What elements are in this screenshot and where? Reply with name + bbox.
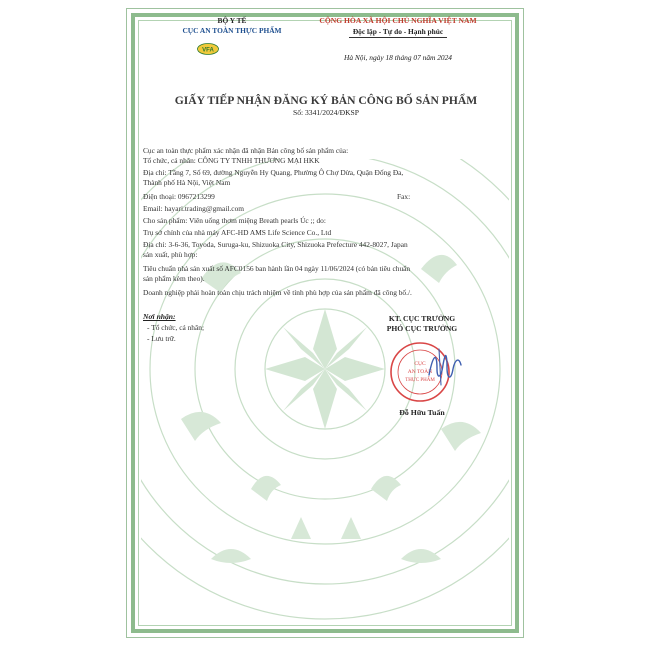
national-motto: Độc lập - Tự do - Hạnh phúc xyxy=(352,27,444,36)
organization-line: Tổ chức, cá nhân: CÔNG TY TNHH THƯƠNG MẠI HKK xyxy=(143,156,320,165)
recipient-item: - Lưu trữ. xyxy=(147,334,176,343)
country-name: CỘNG HÒA XÃ HỘI CHỦ NGHĨA VIỆT NAM xyxy=(319,16,477,25)
manufacturer-hq: Trụ sở chính của nhà máy AFC-HD AMS Life Science Co., Ltd xyxy=(143,228,332,237)
stamp-text-1: CỤC xyxy=(414,361,426,367)
signature-title-1: KT. CỤC TRƯỞNG xyxy=(388,314,456,323)
signature-title-2: PHÓ CỤC TRƯỞNG xyxy=(386,324,458,333)
phone-line: Điện thoại: 0967213299 xyxy=(143,192,215,201)
issue-place-date: Hà Nội, ngày 18 tháng 07 năm 2024 xyxy=(344,53,452,62)
intro-text: Cục an toàn thực phẩm xác nhận đã nhận Bản công bố sản phẩm của: xyxy=(143,146,349,155)
motto-underline xyxy=(349,37,447,38)
email-line: Email: hayari.trading@gmail.com xyxy=(143,204,245,213)
handwritten-signature xyxy=(425,345,465,389)
agency-name: CỤC AN TOÀN THỰC PHẨM xyxy=(182,26,282,35)
manufacturer-address-2: sản xuất, phù hợp: xyxy=(143,250,198,259)
address-line-2: Thành phố Hà Nội, Việt Nam xyxy=(143,178,231,187)
certificate-document xyxy=(126,8,524,638)
responsibility-line: Doanh nghiệp phải hoàn toàn chịu trách nhiệm về tính phù hợp của sản phẩm đã công bố./. xyxy=(143,288,412,297)
address-line-1: Địa chỉ: Tầng 7, Số 69, đường Nguyễn Hy Quang, Phường Ô Chợ Dừa, Quận Đống Đa, xyxy=(143,168,404,177)
standard-line-1: Tiêu chuẩn nhà sản xuất số AFC0156 ban hành lần 04 ngày 11/06/2024 (có bản tiêu chuẩn xyxy=(143,264,411,273)
signer-name: Đỗ Hữu Tuấn xyxy=(399,408,445,417)
standard-line-2: sản phẩm kèm theo). xyxy=(143,274,205,283)
product-line: Cho sản phẩm: Viên uống thơm miệng Breath pearls Úc ;; do: xyxy=(143,216,326,225)
vfa-logo-text: VFA xyxy=(202,47,214,54)
ministry-name: BỘ Y TẾ xyxy=(217,16,247,25)
document-title: GIẤY TIẾP NHẬN ĐĂNG KÝ BẢN CÔNG BỐ SẢN PHẨM xyxy=(174,94,478,107)
fax-line: Fax: xyxy=(397,192,411,201)
recipients-heading: Nơi nhận: xyxy=(143,312,176,321)
stamp-text-2: AN TOÀN xyxy=(407,369,433,375)
stamp-text-3: THỰC PHẨM xyxy=(405,378,435,383)
vfa-logo xyxy=(197,43,219,55)
manufacturer-address-1: Địa chỉ: 3-6-36, Toyoda, Suruga-ku, Shizuoka City, Shizuoka Prefecture 442-8027, Japan xyxy=(143,240,408,249)
document-number: Số: 3341/2024/ĐKSP xyxy=(292,108,360,117)
recipient-item: - Tổ chức, cá nhân; xyxy=(147,323,205,332)
